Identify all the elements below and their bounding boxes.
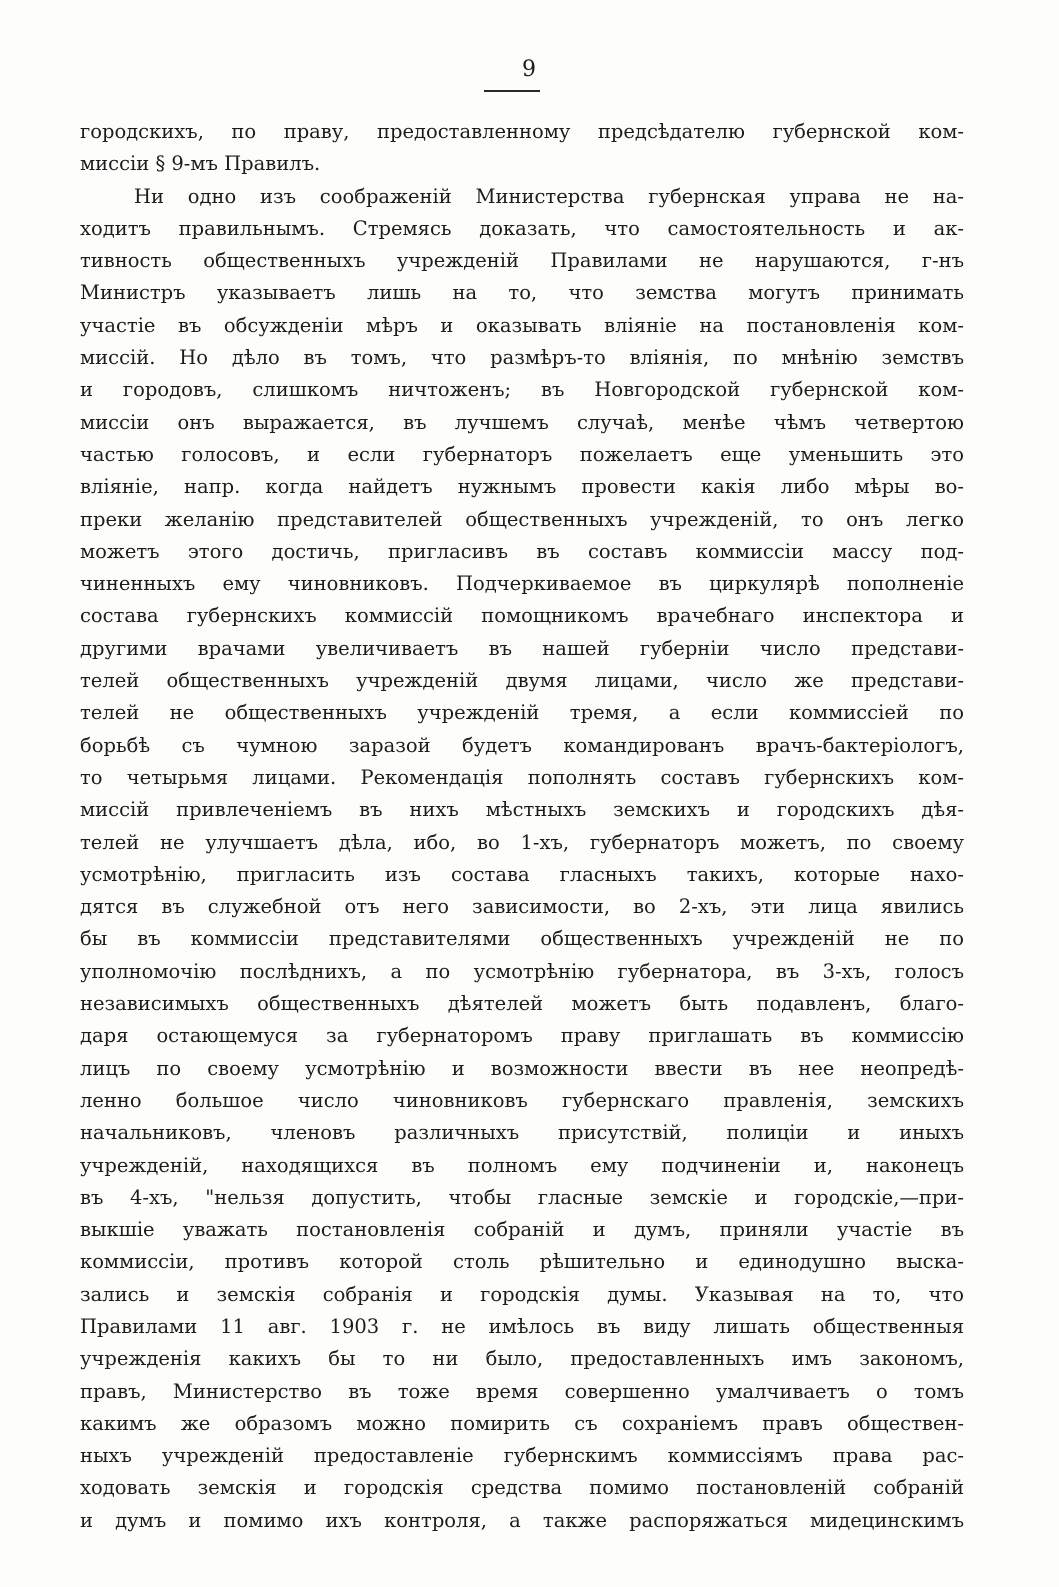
text-line: чиненныхъ ему чиновниковъ. Подчеркиваемое въ циркулярѣ пополненiе <box>80 572 964 596</box>
text-line: начальниковъ, членовъ различныхъ присутствiй, полицiи и иныхъ <box>80 1121 964 1145</box>
text-line: коммиссiи, противъ которой столь рѣшительно и единодушно выска- <box>80 1250 964 1274</box>
text-line: преки желанiю представителей общественныхъ учрежденiй, то онъ легко <box>80 507 964 531</box>
text-line: телей общественныхъ учрежденiй двумя лицами, число же представи- <box>80 669 964 693</box>
text-line: влiянiе, напр. когда найдетъ нужнымъ провести какiя либо мѣры во- <box>80 475 964 499</box>
text-line: усмотрѣнiю, пригласить изъ состава гласныхъ такихъ, которые нахо- <box>80 862 964 886</box>
text-line: Ни одно изъ соображенiй Министерства губернская управа не на- <box>134 184 964 208</box>
text-line: ходитъ правильнымъ. Стремясь доказать, что самостоятельность и ак- <box>80 216 964 240</box>
text-line: даря остающемуся за губернаторомъ праву приглашать въ коммиссiю <box>80 1024 964 1048</box>
page-number: 9 <box>522 57 537 82</box>
body-text <box>80 116 964 1537</box>
text-line: дятся въ служебной отъ него зависимости, во 2-хъ, эти лица явились <box>80 895 964 919</box>
text-line: въ 4-хъ, "нельзя допустить, чтобы гласные земскiе и городскiе,—при- <box>80 1185 964 1209</box>
text-line: ленно большое число чиновниковъ губернскаго правленiя, земскихъ <box>80 1088 964 1112</box>
text-line: другими врачами увеличиваетъ въ нашей губернiи число представи- <box>80 636 964 660</box>
text-line: то четырьмя лицами. Рекомендацiя пополнять составъ губернскихъ ком- <box>80 765 964 789</box>
text-line: Правилами 11 авг. 1903 г. не имѣлось въ виду лишать общественныя <box>80 1314 964 1338</box>
text-line: и городовъ, слишкомъ ничтоженъ; въ Новгородской губернской ком- <box>80 378 964 402</box>
text-line: какимъ же образомъ можно помирить съ сохранiемъ правъ обществен- <box>80 1411 964 1435</box>
text-line: телей не общественныхъ учрежденiй тремя, а если коммиссiей по <box>80 701 964 725</box>
text-line: миссiй. Но дѣло въ томъ, что размѣръ-то влiянiя, по мнѣнiю земствъ <box>80 346 964 370</box>
text-line: миссiи § 9-мъ Правилъ. <box>80 152 321 176</box>
page-number-rule <box>484 90 540 92</box>
text-line: зались и земскiя собранiя и городскiя думы. Указывая на то, что <box>80 1282 964 1306</box>
text-line: телей не улучшаетъ дѣла, ибо, во 1-хъ, губернаторъ можетъ, по своему <box>80 830 964 854</box>
text-line: бы въ коммиссiи представителями общественныхъ учрежденiй не по <box>80 927 964 951</box>
text-line: правъ, Министерство въ тоже время совершенно умалчиваетъ о томъ <box>80 1379 964 1403</box>
text-line: борьбѣ съ чумною заразой будетъ командированъ врачъ-бактерiологъ, <box>80 733 964 757</box>
text-line: ходовать земскiя и городскiя средства помимо постановленiй собранiй <box>80 1476 964 1500</box>
text-line: частью голосовъ, и если губернаторъ пожелаетъ еще уменьшить это <box>80 442 964 466</box>
text-line: участiе въ обсужденiи мѣръ и оказывать влiянiе на постановленiя ком- <box>80 313 964 337</box>
text-line: независимыхъ общественныхъ дѣятелей можетъ быть подавленъ, благо- <box>80 992 964 1016</box>
text-line: городскихъ, по праву, предоставленному предсѣдателю губернской ком- <box>80 120 964 143</box>
text-line: лицъ по своему усмотрѣнiю и возможности ввести въ нее неопредѣ- <box>80 1056 964 1080</box>
text-line: и думъ и помимо ихъ контроля, а также распоряжаться мидецинскимъ <box>80 1508 964 1532</box>
text-line: уполномочiю послѣднихъ, а по усмотрѣнiю губернатора, въ 3-хъ, голосъ <box>80 959 964 983</box>
text-line: миссiй привлеченiемъ въ нихъ мѣстныхъ земскихъ и городскихъ дѣя- <box>80 798 964 822</box>
text-line: можетъ этого достичь, пригласивъ въ составъ коммиссiи массу под- <box>80 539 964 563</box>
text-line: учрежденiя какихъ бы то ни было, предоставленныхъ имъ закономъ, <box>80 1347 964 1371</box>
text-line: выкшiе уважать постановленiя собранiй и думъ, приняли участiе въ <box>80 1218 964 1242</box>
text-line: тивность общественныхъ учрежденiй Правилами не нарушаются, г-нъ <box>80 249 964 273</box>
text-line: миссiи онъ выражается, въ лучшемъ случаѣ, менѣе чѣмъ четвертою <box>80 410 964 434</box>
text-line: состава губернскихъ коммиссiй помощникомъ врачебнаго инспектора и <box>80 604 964 628</box>
text-line: учрежденiй, находящихся въ полномъ ему подчиненiи и, наконецъ <box>80 1153 964 1177</box>
text-line: ныхъ учрежденiй предоставленiе губернскимъ коммиссiямъ права рас- <box>80 1444 964 1468</box>
text-line: Министръ указываетъ лишь на то, что земства могутъ принимать <box>80 281 964 305</box>
